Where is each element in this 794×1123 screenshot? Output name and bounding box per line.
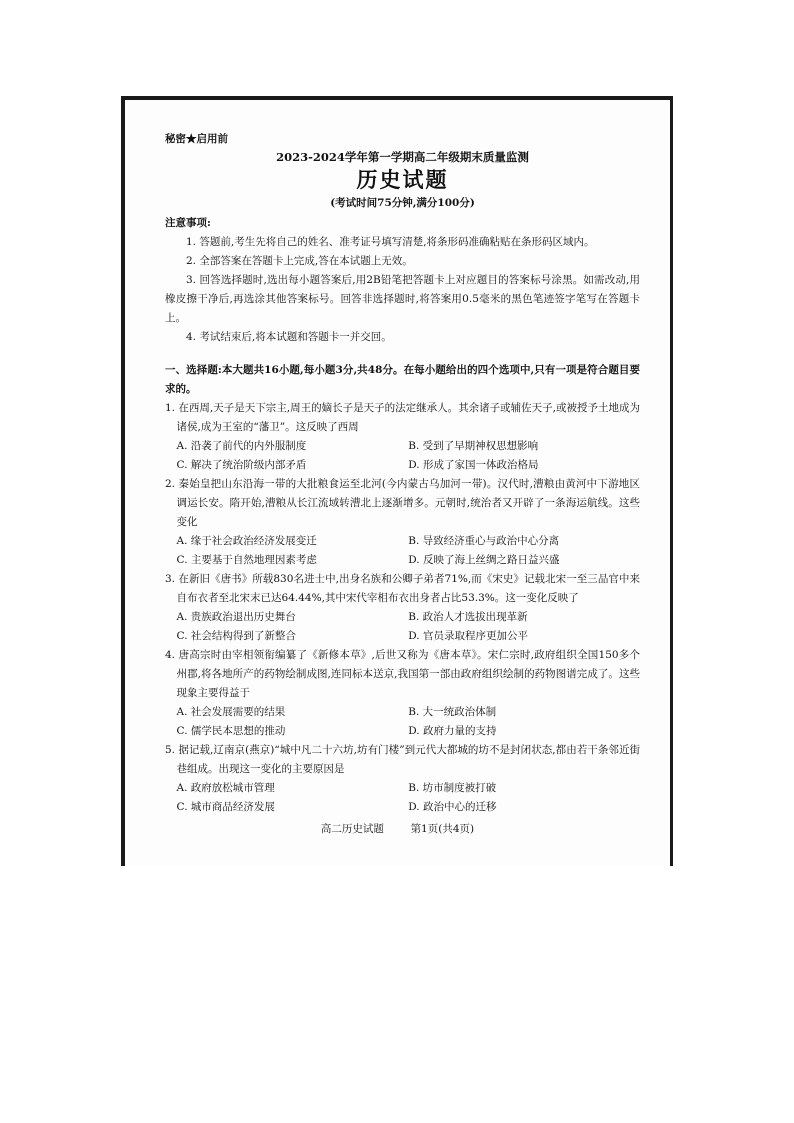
option-d: D. 政府力量的支持 xyxy=(408,725,497,737)
option-c: C. 解决了统治阶级内部矛盾 xyxy=(176,459,307,471)
option-b: B. 坊市制度被打破 xyxy=(408,782,497,794)
option-d: D. 政治中心的迁移 xyxy=(408,801,497,813)
page-footer xyxy=(125,821,670,836)
footer-subject: 高二历史试题 xyxy=(320,823,384,835)
notice-heading: 注意事项: xyxy=(165,217,211,229)
option-c: C. 社会结构得到了新整合 xyxy=(176,630,296,642)
question-2 xyxy=(165,475,640,570)
question-4 xyxy=(165,646,640,741)
exam-content xyxy=(165,130,640,817)
question-options xyxy=(165,437,640,475)
question-1 xyxy=(165,399,640,475)
subject-title: 历史试题 xyxy=(356,167,449,192)
option-c: C. 城市商品经济发展 xyxy=(176,801,275,813)
question-stem: 2. 秦始皇把山东沿海一带的大批粮食运至北河(今内蒙古乌加河一带)。汉代时,漕粮由黄河中下游地区调运长安。隋开始,漕粮从长江流域转漕北上逐渐增多。元朝时,统治者又开辟了一条海运航线。这些变化 xyxy=(165,478,640,528)
exam-meta: (考试时间75分钟,满分100分) xyxy=(330,197,475,209)
option-b: B. 导致经济重心与政治中心分离 xyxy=(408,535,560,547)
option-d: D. 官员录取程序更加公平 xyxy=(408,630,528,642)
option-a: A. 政府放松城市管理 xyxy=(176,782,275,794)
question-options xyxy=(165,779,640,817)
option-a: A. 沿袭了前代的内外服制度 xyxy=(176,440,307,452)
option-b: B. 政治人才选拔出现革新 xyxy=(408,611,528,623)
option-d: D. 形成了家国一体政治格局 xyxy=(408,459,539,471)
question-options xyxy=(165,608,640,646)
section-heading: 一、选择题:本大题共16小题,每小题3分,共48分。在每小题给出的四个选项中,只有一项是符合题目要求的。 xyxy=(165,364,640,395)
notice-item: 4. 考试结束后,将本试题和答题卡一并交回。 xyxy=(186,331,392,343)
question-options xyxy=(165,703,640,741)
option-b: B. 大一统政治体制 xyxy=(408,706,497,718)
option-a: A. 社会发展需要的结果 xyxy=(176,706,286,718)
question-stem: 1. 在西周,天子是天下宗主,周王的嫡长子是天子的法定继承人。其余诸子或辅佐天子,或被授予土地成为诸侯,成为王室的“藩卫”。这反映了西周 xyxy=(165,402,640,433)
option-a: A. 贵族政治退出历史舞台 xyxy=(176,611,296,623)
option-c: C. 儒学民本思想的推动 xyxy=(176,725,286,737)
exam-name: 2023-2024学年第一学期高二年级期末质量监测 xyxy=(276,150,529,164)
notice-item: 2. 全部答案在答题卡上完成,答在本试题上无效。 xyxy=(186,255,413,267)
question-stem: 4. 唐高宗时由宰相领衔编纂了《新修本草》,后世又称为《唐本草》。宋仁宗时,政府组织全国150多个州郡,将各地所产的药物绘制成图,连同标本送京,我国第一部由政府组织绘制的药物图谱完成了。这些现象主要得益于 xyxy=(165,649,640,699)
question-3 xyxy=(165,570,640,646)
option-a: A. 缘于社会政治经济发展变迁 xyxy=(176,535,317,547)
option-d: D. 反映了海上丝绸之路日益兴盛 xyxy=(408,554,560,566)
question-options xyxy=(165,532,640,570)
question-stem: 5. 据记载,辽南京(燕京)“城中凡二十六坊,坊有门楼”到元代大都城的坊不是封闭状态,都由若干条邻近街巷组成。出现这一变化的主要原因是 xyxy=(165,744,640,775)
question-5 xyxy=(165,741,640,817)
question-stem: 3. 在新旧《唐书》所载830名进士中,出身名族和公卿子弟者71%,而《宋史》记载北宋一至三品官中来自布衣者至北宋末已达64.44%,其中宋代宰相布衣出身者占比53.3%。这一变化反映了 xyxy=(165,573,640,604)
notice-item: 1. 答题前,考生先将自己的姓名、准考证号填写清楚,将条形码准确粘贴在条形码区域内。 xyxy=(186,236,595,248)
secret-label: 秘密★启用前 xyxy=(165,133,228,145)
notice-item: 3. 回答选择题时,选出每小题答案后,用2B铅笔把答题卡上对应题目的答案标号涂黑。如需改动,用橡皮擦干净后,再选涂其他答案标号。回答非选择题时,将答案用0.5毫米的黑色笔迹签字笔写在答题卡上。 xyxy=(165,274,640,324)
option-b: B. 受到了早期神权思想影响 xyxy=(408,440,539,452)
exam-paper-page xyxy=(121,96,673,866)
footer-page-number: 第1页(共4页) xyxy=(410,823,475,835)
option-c: C. 主要基于自然地理因素考虑 xyxy=(176,554,317,566)
